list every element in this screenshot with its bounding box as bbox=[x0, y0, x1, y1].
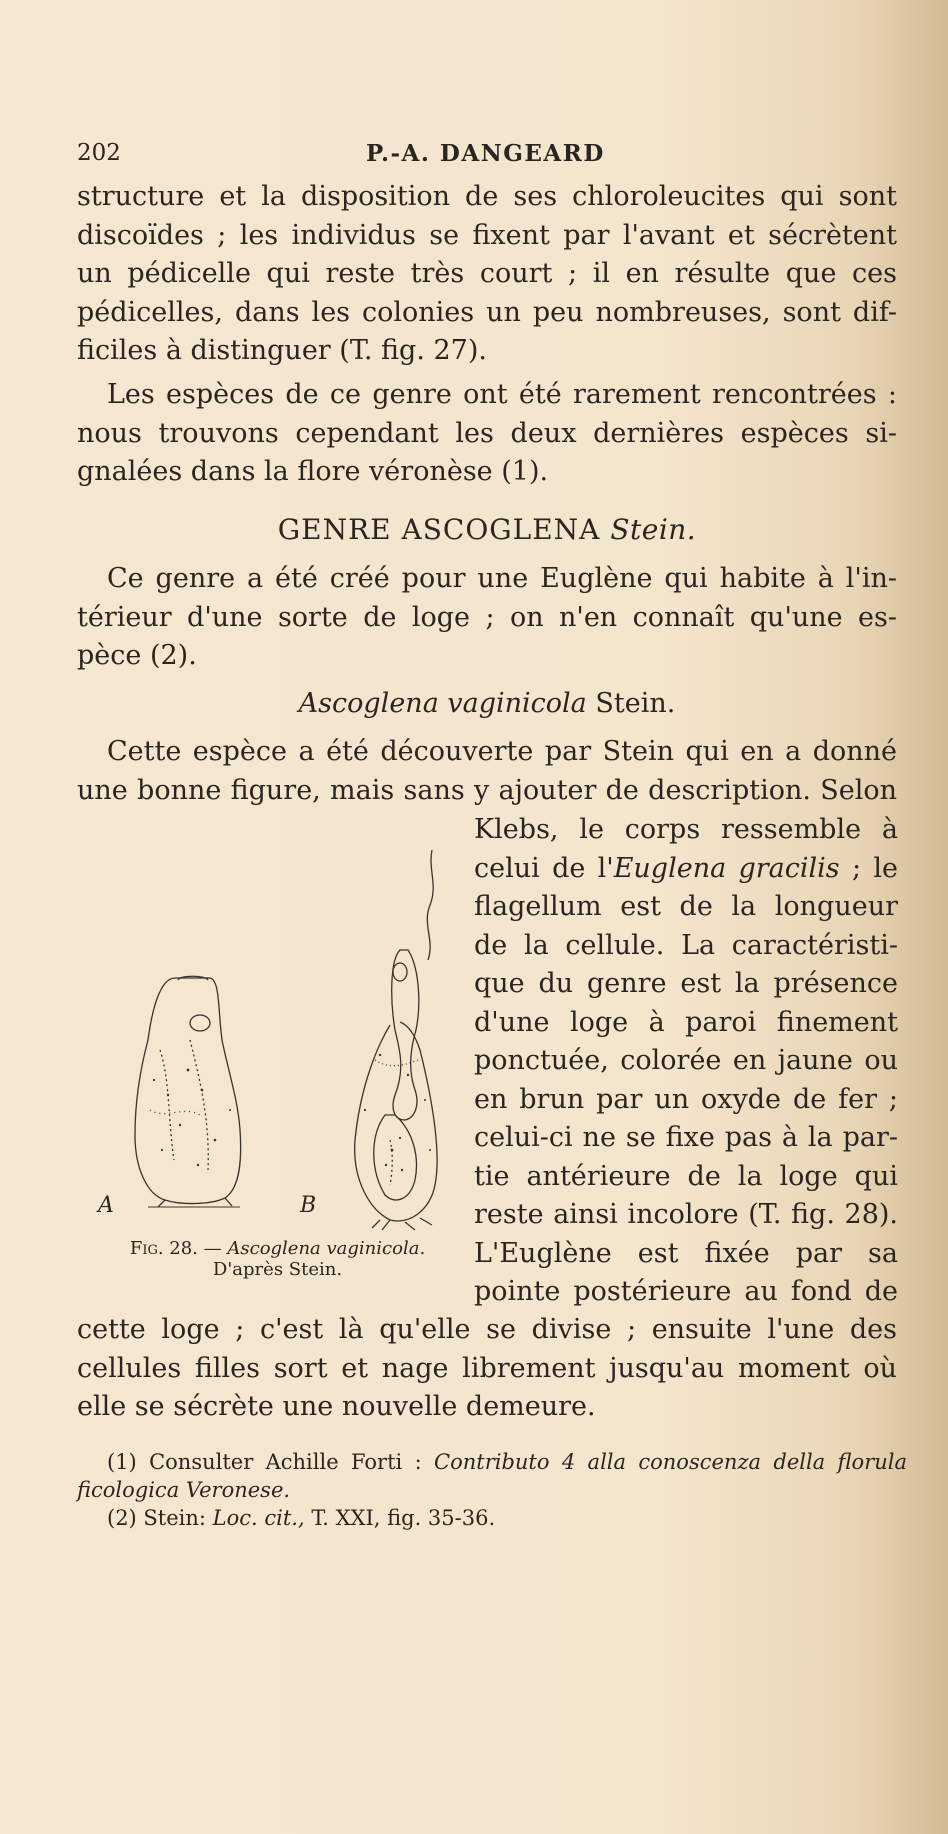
text-line: structure et la disposition de ses chloroleucites qui sont bbox=[77, 181, 897, 212]
text-line: de la cellule. La caractéristi- bbox=[474, 929, 898, 961]
footnote-1-continued bbox=[77, 1476, 907, 1504]
page-number: 202 bbox=[77, 140, 121, 166]
paragraph-continuation bbox=[77, 178, 897, 371]
footnote-2-prefix: (2) Stein: bbox=[107, 1506, 213, 1530]
caption-title: Ascoglena vaginicola. bbox=[227, 1238, 426, 1259]
text-line: Cette espèce a été découverte par Stein qui en a donné bbox=[107, 736, 897, 767]
species-heading bbox=[77, 688, 897, 719]
figure-label-a: A bbox=[98, 1193, 114, 1218]
figure-label-b: B bbox=[300, 1193, 317, 1218]
text-line: pèce (2). bbox=[77, 640, 197, 671]
paragraph-genus bbox=[77, 560, 897, 676]
text-line: en brun par un oxyde de fer ; bbox=[474, 1083, 898, 1115]
caption-dash: — bbox=[197, 1238, 228, 1259]
text-line: une bonne figure, mais sans y ajouter de description. Selon bbox=[77, 774, 897, 806]
text-line: Les espèces de ce genre ont été rarement rencontrées : bbox=[107, 379, 897, 410]
text-line: un pédicelle qui reste très court ; il en résulte que ces bbox=[77, 258, 897, 289]
figure-28 bbox=[90, 850, 460, 1270]
footnote-2 bbox=[77, 1504, 907, 1532]
footnotes bbox=[77, 1448, 907, 1532]
genus-author: Stein. bbox=[610, 513, 697, 546]
footnote-1-title: Contributo 4 alla conoscenza della florula bbox=[434, 1450, 907, 1474]
paragraph-rarity bbox=[77, 376, 897, 492]
footnote-1-title-continued: ficologica Veronese. bbox=[77, 1478, 291, 1502]
text-line: Ce genre a été créé pour une Euglène qui habite à l'in- bbox=[107, 563, 897, 594]
text-line: L'Euglène est fixée par sa bbox=[474, 1237, 898, 1269]
text-line: gnalées dans la flore véronèse (1). bbox=[77, 456, 549, 487]
footnote-2-italic: Loc. cit., bbox=[212, 1506, 305, 1530]
genus-name: GENRE ASCOGLENA bbox=[277, 513, 601, 546]
text-line: flagellum est de la longueur bbox=[474, 891, 898, 922]
genus-heading bbox=[77, 513, 897, 546]
text-line: térieur d'une sorte de loge ; on n'en connaît qu'une es- bbox=[77, 601, 897, 633]
figure-caption bbox=[105, 1238, 450, 1280]
text-line: elle se sécrète une nouvelle demeure. bbox=[77, 1391, 596, 1422]
text-line: ponctuée, colorée en jaune ou bbox=[474, 1045, 898, 1076]
caption-source: D'après Stein. bbox=[212, 1259, 343, 1280]
text-fragment: celui de l' bbox=[474, 852, 614, 884]
paragraph-species-intro bbox=[77, 733, 897, 810]
caption-line bbox=[105, 1238, 450, 1259]
text-line: ficiles à distinguer (T. fig. 27). bbox=[77, 335, 487, 366]
text-line: que du genre est la présence bbox=[474, 968, 898, 999]
paragraph-beside-figure bbox=[474, 811, 898, 1312]
text-line: nous trouvons cependant les deux dernières espèces si- bbox=[77, 417, 897, 449]
footnote-2-rest: T. XXI, fig. 35-36. bbox=[304, 1506, 496, 1530]
text-line: pédicelles, dans les colonies un peu nombreuses, sont dif- bbox=[77, 296, 897, 328]
paragraph-continuation-end bbox=[77, 1311, 897, 1427]
footnote-1 bbox=[77, 1448, 907, 1476]
text-line bbox=[474, 850, 898, 889]
text-line: d'une loge à paroi finement bbox=[474, 1006, 898, 1038]
text-line: Klebs, le corps ressemble à bbox=[474, 814, 898, 845]
text-line: celui-ci ne se fixe pas à la par- bbox=[474, 1122, 898, 1153]
running-head: P.-A. DANGEARD bbox=[366, 140, 605, 167]
text-line: reste ainsi incolore (T. fig. 28). bbox=[474, 1199, 898, 1230]
text-line: pointe postérieure au fond de bbox=[474, 1276, 898, 1307]
species-author: Stein. bbox=[595, 688, 676, 719]
text-line: tie antérieure de la loge qui bbox=[474, 1160, 898, 1192]
species-name: Ascoglena vaginicola bbox=[298, 688, 587, 719]
page-header bbox=[77, 140, 897, 174]
footnote-1-prefix: (1) Consulter Achille Forti : bbox=[107, 1450, 435, 1474]
text-line: discoïdes ; les individus se fixent par l'avant et sécrètent bbox=[77, 219, 897, 251]
text-line: cellules filles sort et nage librement jusqu'au moment où bbox=[77, 1352, 897, 1384]
figure-number: Fig. 28. bbox=[129, 1238, 198, 1259]
ascoglena-illustration bbox=[90, 850, 460, 1240]
text-line: cette loge ; c'est là qu'elle se divise ; ensuite l'une des bbox=[77, 1314, 897, 1345]
species-reference: Euglena gracilis bbox=[613, 852, 840, 884]
text-fragment: ; le bbox=[839, 852, 898, 884]
